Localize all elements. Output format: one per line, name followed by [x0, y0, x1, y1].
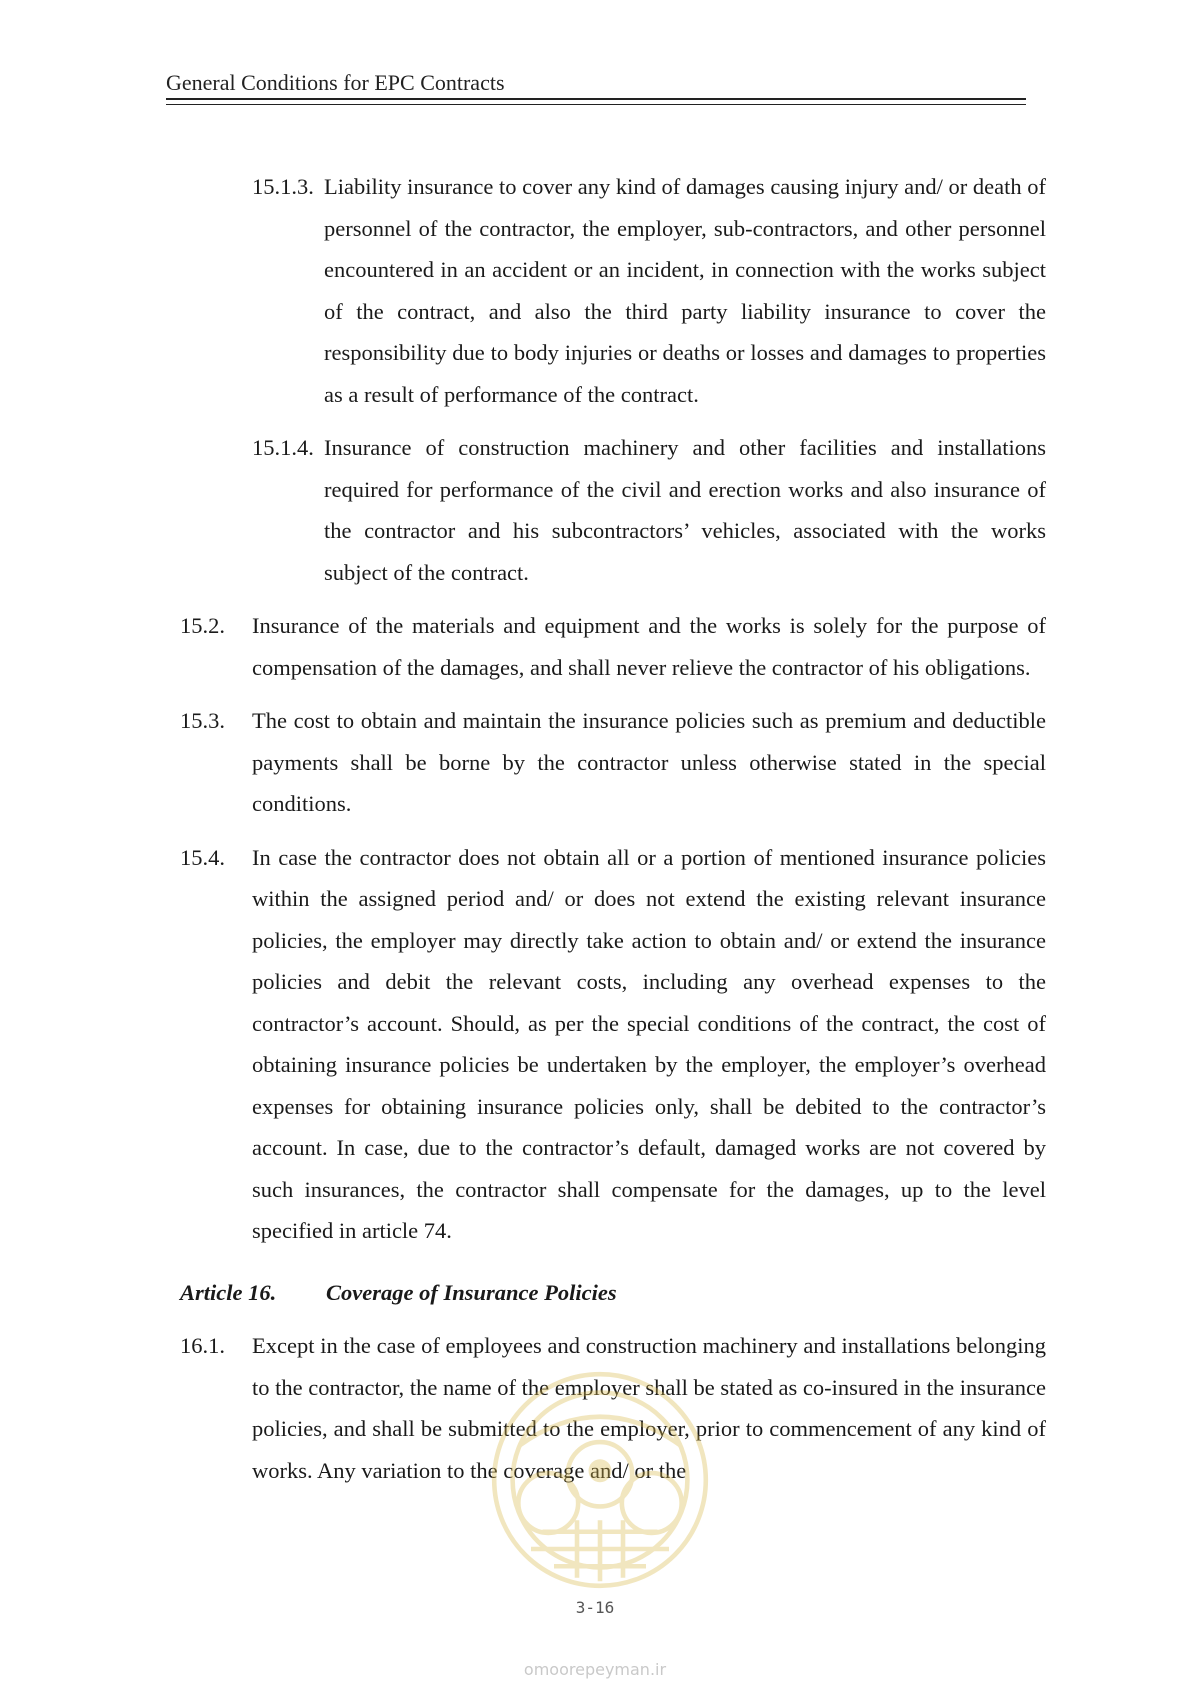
clause-text: Except in the case of employees and construction machinery and installations belonging to the contractor, the name of the employer shall be stated as co-insured in the insurance policies, and shall be submitted to the employer, prior to commencement of any kind of works. Any variation to the coverage and/ or the — [252, 1333, 1046, 1483]
clause-number: 16.1. — [180, 1333, 225, 1358]
clause-number: 15.1.4. — [252, 435, 314, 460]
document-body — [180, 166, 1046, 1503]
clause-15-3 — [180, 700, 1046, 825]
clause-text: Insurance of construction machinery and other facilities and installations required for performance of the civil and erection works and also insurance of the contractor and his subcontractors’ vehicles, associated with the works subject of the contract. — [324, 435, 1046, 585]
clause-15-1-3 — [180, 166, 1046, 415]
clause-number: 15.4. — [180, 844, 225, 870]
article-title: Coverage of Insurance Policies — [326, 1279, 617, 1305]
clause-number: 15.1.3. — [252, 174, 314, 199]
clause-15-2 — [180, 605, 1046, 688]
clause-text: The cost to obtain and maintain the insurance policies such as premium and deductible payments shall be borne by the contractor unless otherwise stated in the special conditions. — [252, 708, 1046, 816]
page-number: 3-16 — [575, 1598, 615, 1617]
page-header-title: General Conditions for EPC Contracts — [166, 70, 505, 95]
clause-15-4 — [180, 837, 1046, 1252]
article-heading — [180, 1272, 1046, 1314]
header-divider — [166, 98, 1026, 105]
clause-number: 15.3. — [180, 708, 225, 733]
article-number: Article 16. — [180, 1279, 277, 1305]
watermark-text: omoorepeyman.ir — [523, 1660, 667, 1679]
clause-text: Insurance of the materials and equipment and the works is solely for the purpose of compensation of the damages, and shall never relieve the contractor of his obligations. — [252, 613, 1046, 680]
clause-number: 15.2. — [180, 613, 225, 638]
clause-text: In case the contractor does not obtain all or a portion of mentioned insurance policies within the assigned period and/ or does not extend the existing relevant insurance policies, the employer may directly take action to obtain and/ or extend the insurance policies and debit the relevant costs, including any overhead expenses to the contractor’s account. Should, as per the special conditions of the contract, the cost of obtaining insurance policies be undertaken by the employer, the employer’s overhead expenses for obtaining insurance policies only, shall be debited to the contractor’s account. In case, due to the contractor’s default, damaged works are not covered by such insurances, the contractor shall compensate for the damages, up to the level specified in article 74. — [252, 844, 1046, 1243]
seal-logo-icon — [485, 1365, 715, 1595]
clause-text: Liability insurance to cover any kind of damages causing injury and/ or death of personnel of the contractor, the employer, sub-contractors, and other personnel encountered in an accident or an incident, in connection with the works subject of the contract, and also the third party liability insurance to cover the responsibility due to body injuries or deaths or losses and damages to properties as a result of performance of the contract. — [324, 174, 1046, 407]
clause-15-1-4 — [180, 427, 1046, 593]
